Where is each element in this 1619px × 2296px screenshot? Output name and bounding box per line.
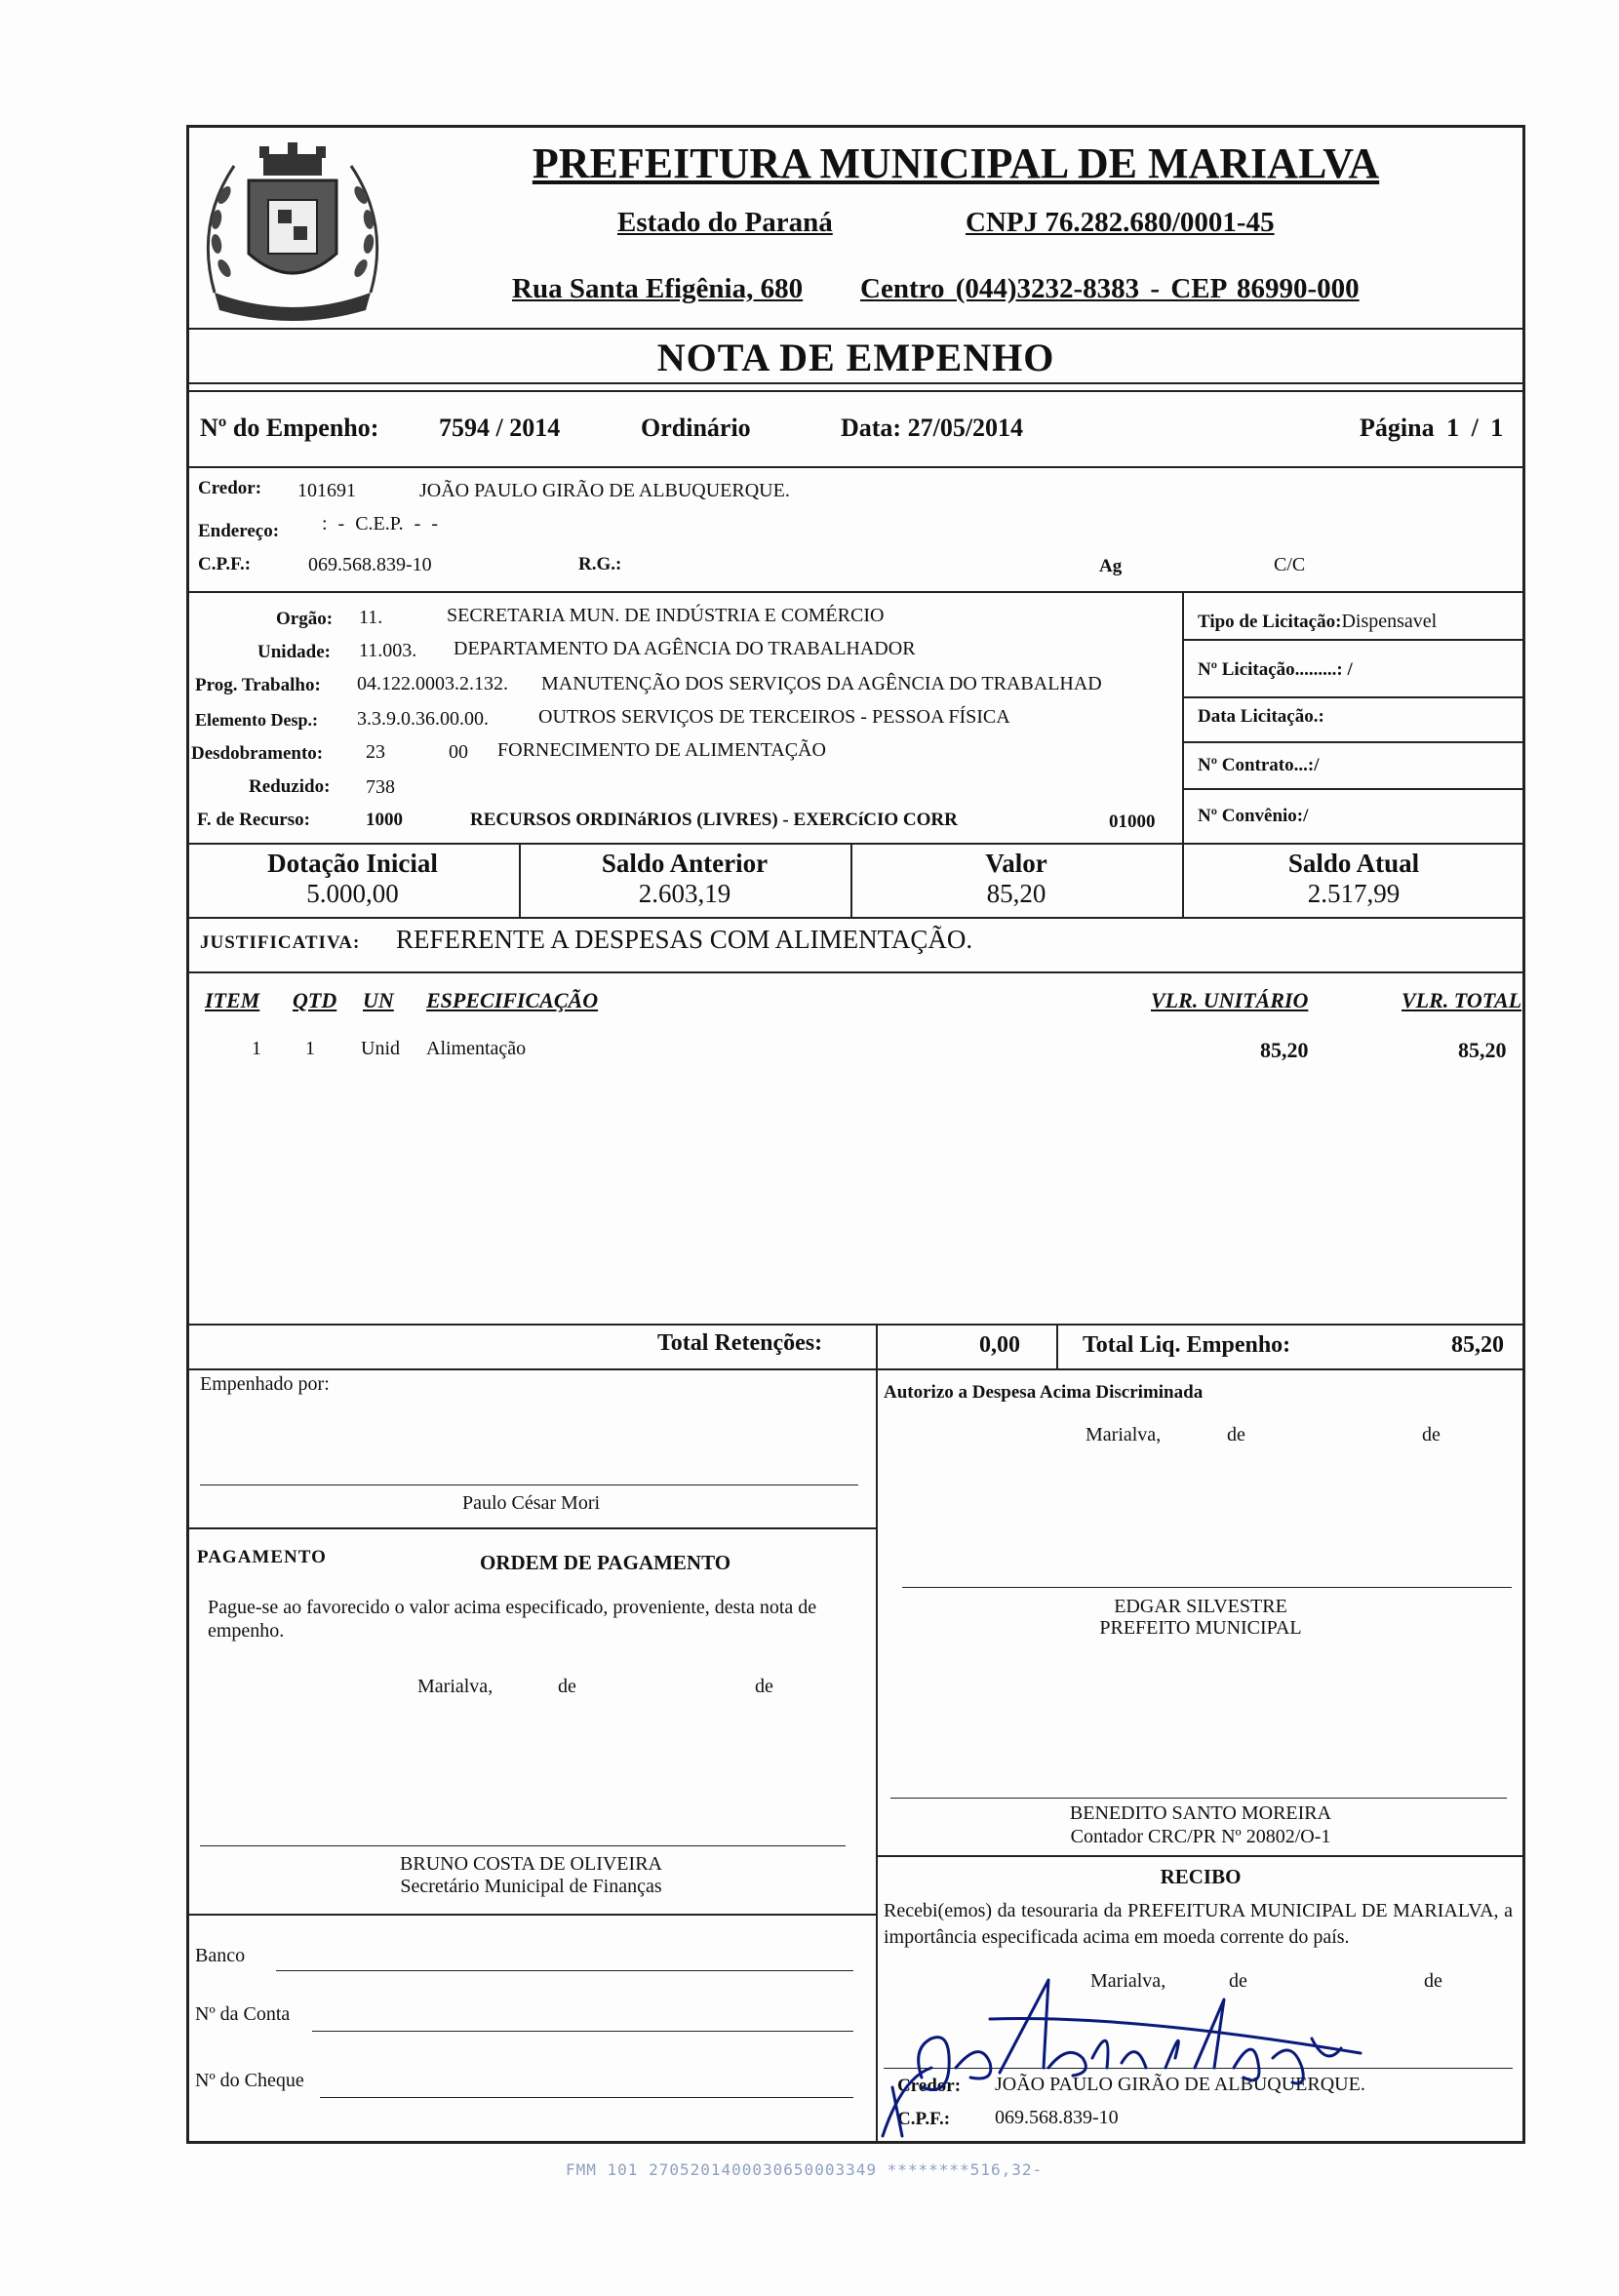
total-retencoes-label: Total Retenções: [657, 1330, 823, 1356]
justificativa-label: JUSTIFICATIVA: [200, 932, 361, 953]
saldo-label: Dotação Inicial [267, 849, 438, 878]
document-title: NOTA DE EMPENHO [656, 336, 1055, 379]
recurso-number: 01000 [1109, 812, 1156, 832]
recibo-credor-name: JOÃO PAULO GIRÃO DE ALBUQUERQUE. [995, 2074, 1365, 2095]
agencia-label: Ag [1099, 556, 1123, 576]
orgao-label: Orgão: [276, 609, 334, 629]
desdobramento-code: 23 [366, 741, 385, 763]
prog-trabalho-name: MANUTENÇÃO DOS SERVIÇOS DA AGÊNCIA DO TRABALHAD [541, 673, 1102, 694]
prefeito-title: PREFEITO MUNICIPAL [1099, 1617, 1302, 1639]
page-number: Página 1 / 1 [1360, 414, 1504, 442]
numero-licitacao: Nº Licitação.........: / [1198, 659, 1353, 680]
autorizo-local: Marialva, [1086, 1424, 1162, 1445]
data-licitacao: Data Licitação.: [1198, 706, 1324, 727]
credor-code: 101691 [297, 480, 356, 501]
reduzido-label: Reduzido: [249, 776, 331, 797]
credor-label: Credor: [198, 478, 262, 498]
address: Rua Santa Efigênia, 680 [512, 273, 804, 304]
autorizo-label: Autorizo a Despesa Acima Discriminada [884, 1382, 1204, 1403]
pagamento-de-2: de [755, 1676, 773, 1697]
endereco-label: Endereço: [198, 521, 280, 541]
credor-name: JOÃO PAULO GIRÃO DE ALBUQUERQUE. [419, 480, 790, 501]
item-un: Unid [361, 1038, 400, 1059]
numero-contrato: Nº Contrato...:/ [1198, 755, 1320, 775]
conta-label: C/C [1274, 554, 1306, 575]
tipo-licitacao-label [1198, 611, 1437, 633]
saldo-value: 2.517,99 [1307, 879, 1401, 908]
recibo-de-1: de [1229, 1970, 1247, 1992]
col-item: ITEM [205, 988, 260, 1012]
footer-barcode-text: FMM 101 2705201400030650003349 ********516,32- [566, 2160, 1044, 2179]
endereco-value: : - C.E.P. - - [322, 513, 438, 534]
autorizo-de-1: de [1227, 1424, 1245, 1445]
prog-trabalho-code: 04.122.0003.2.132. [357, 673, 508, 694]
unidade-code: 11.003. [359, 640, 417, 661]
cheque-number-label: Nº do Cheque [195, 2070, 304, 2091]
recibo-local: Marialva, [1090, 1970, 1166, 1992]
orgao-code: 11. [359, 607, 383, 628]
item-espec: Alimentação [426, 1038, 527, 1059]
prefeito-name: EDGAR SILVESTRE [1114, 1596, 1287, 1617]
municipality-title: PREFEITURA MUNICIPAL DE MARIALVA [532, 139, 1380, 187]
saldo-dotacao-inicial [186, 849, 519, 909]
desdobramento-name: FORNECIMENTO DE ALIMENTAÇÃO [497, 739, 826, 761]
state-name: Estado do Paraná [617, 207, 833, 238]
recibo-text: Recebi(emos) da tesouraria da PREFEITURA MUNICIPAL DE MARIALVA, a importância especificada acima em moeda corrente do país. [884, 1900, 1513, 1948]
pagamento-local: Marialva, [417, 1676, 494, 1697]
col-vlr-total: VLR. TOTAL [1402, 988, 1522, 1012]
desdobramento-sub: 00 [449, 741, 468, 763]
cpf-label: C.P.F.: [198, 554, 252, 574]
contador-title: Contador CRC/PR Nº 20802/O-1 [1070, 1826, 1331, 1847]
autorizo-de-2: de [1422, 1424, 1441, 1445]
elemento-label: Elemento Desp.: [195, 710, 318, 730]
total-liq-value: 85,20 [1451, 1332, 1504, 1358]
pagamento-label: PAGAMENTO [197, 1547, 327, 1567]
recurso-name: RECURSOS ORDINáRIOS (LIVRES) - EXERCíCIO CORR [470, 810, 958, 830]
item-qtd: 1 [305, 1038, 315, 1059]
saldo-atual [1182, 849, 1525, 909]
recibo-de-2: de [1424, 1970, 1442, 1992]
ordem-pagamento-label: ORDEM DE PAGAMENTO [480, 1551, 731, 1574]
tipo-licitacao-label-text: Tipo de Licitação: [1198, 612, 1342, 632]
recibo-cpf-label: C.P.F.: [897, 2109, 951, 2129]
recurso-code: 1000 [366, 810, 403, 830]
empenho-type: Ordinário [641, 414, 751, 442]
col-qtd: QTD [293, 988, 337, 1012]
orgao-name: SECRETARIA MUN. DE INDÚSTRIA E COMÉRCIO [447, 605, 885, 626]
recibo-cpf-value: 069.568.839-10 [995, 2107, 1119, 2128]
saldo-valor [850, 849, 1182, 909]
banco-label: Banco [195, 1945, 246, 1966]
pagamento-text: Pague-se ao favorecido o valor acima especificado, proveniente, desta nota de empenho. [208, 1597, 817, 1642]
elemento-name: OUTROS SERVIÇOS DE TERCEIROS - PESSOA FÍSICA [538, 706, 1010, 728]
saldo-label: Valor [985, 849, 1047, 878]
pagamento-de-1: de [558, 1676, 576, 1697]
saldo-value: 2.603,19 [638, 879, 731, 908]
tipo-licitacao-value: Dispensavel [1341, 611, 1438, 632]
item-number: 1 [252, 1038, 261, 1059]
recibo-credor-label: Credor: [897, 2076, 962, 2096]
saldo-label: Saldo Atual [1287, 849, 1420, 878]
secretario-title: Secretário Municipal de Finanças [400, 1876, 662, 1897]
conta-number-label: Nº da Conta [195, 2003, 291, 2025]
recurso-label: F. de Recurso: [197, 810, 310, 830]
unidade-label: Unidade: [257, 642, 331, 662]
empenho-number-label: Nº do Empenho: [200, 414, 379, 442]
justificativa-text: REFERENTE A DESPESAS COM ALIMENTAÇÃO. [396, 925, 973, 954]
numero-convenio: Nº Convênio:/ [1198, 806, 1309, 826]
reduzido-value: 738 [366, 776, 395, 798]
empenho-date: Data: 27/05/2014 [841, 414, 1024, 442]
col-vlr-unitario: VLR. UNITÁRIO [1151, 988, 1309, 1012]
empenho-number: 7594 / 2014 [439, 414, 561, 442]
empenhado-por-name: Paulo César Mori [461, 1492, 601, 1514]
saldo-label: Saldo Anterior [601, 849, 769, 878]
unidade-name: DEPARTAMENTO DA AGÊNCIA DO TRABALHADOR [454, 638, 916, 659]
contact-info: Centro (044)3232-8383 - CEP 86990-000 [860, 273, 1360, 304]
cnpj: CNPJ 76.282.680/0001-45 [966, 207, 1275, 238]
saldo-value: 85,20 [986, 879, 1046, 908]
saldo-anterior [519, 849, 850, 909]
contador-name: BENEDITO SANTO MOREIRA [1069, 1802, 1332, 1824]
recibo-title: RECIBO [1160, 1865, 1242, 1888]
saldo-value: 5.000,00 [306, 879, 399, 908]
prog-trabalho-label: Prog. Trabalho: [195, 675, 321, 695]
empenhado-por-label: Empenhado por: [200, 1373, 330, 1395]
item-vlr-unitario: 85,20 [1260, 1038, 1309, 1062]
cpf-value: 069.568.839-10 [308, 554, 432, 575]
total-liq-label: Total Liq. Empenho: [1083, 1332, 1291, 1358]
elemento-code: 3.3.9.0.36.00.00. [357, 708, 489, 730]
col-un: UN [363, 988, 394, 1012]
col-especificacao: ESPECIFICAÇÃO [426, 988, 599, 1012]
handwritten-signature [873, 1960, 1400, 2146]
item-vlr-total: 85,20 [1458, 1038, 1507, 1062]
desdobramento-label: Desdobramento: [191, 743, 324, 764]
secretario-name: BRUNO COSTA DE OLIVEIRA [400, 1853, 662, 1875]
rg-label: R.G.: [578, 554, 622, 574]
total-retencoes-value: 0,00 [979, 1332, 1020, 1358]
